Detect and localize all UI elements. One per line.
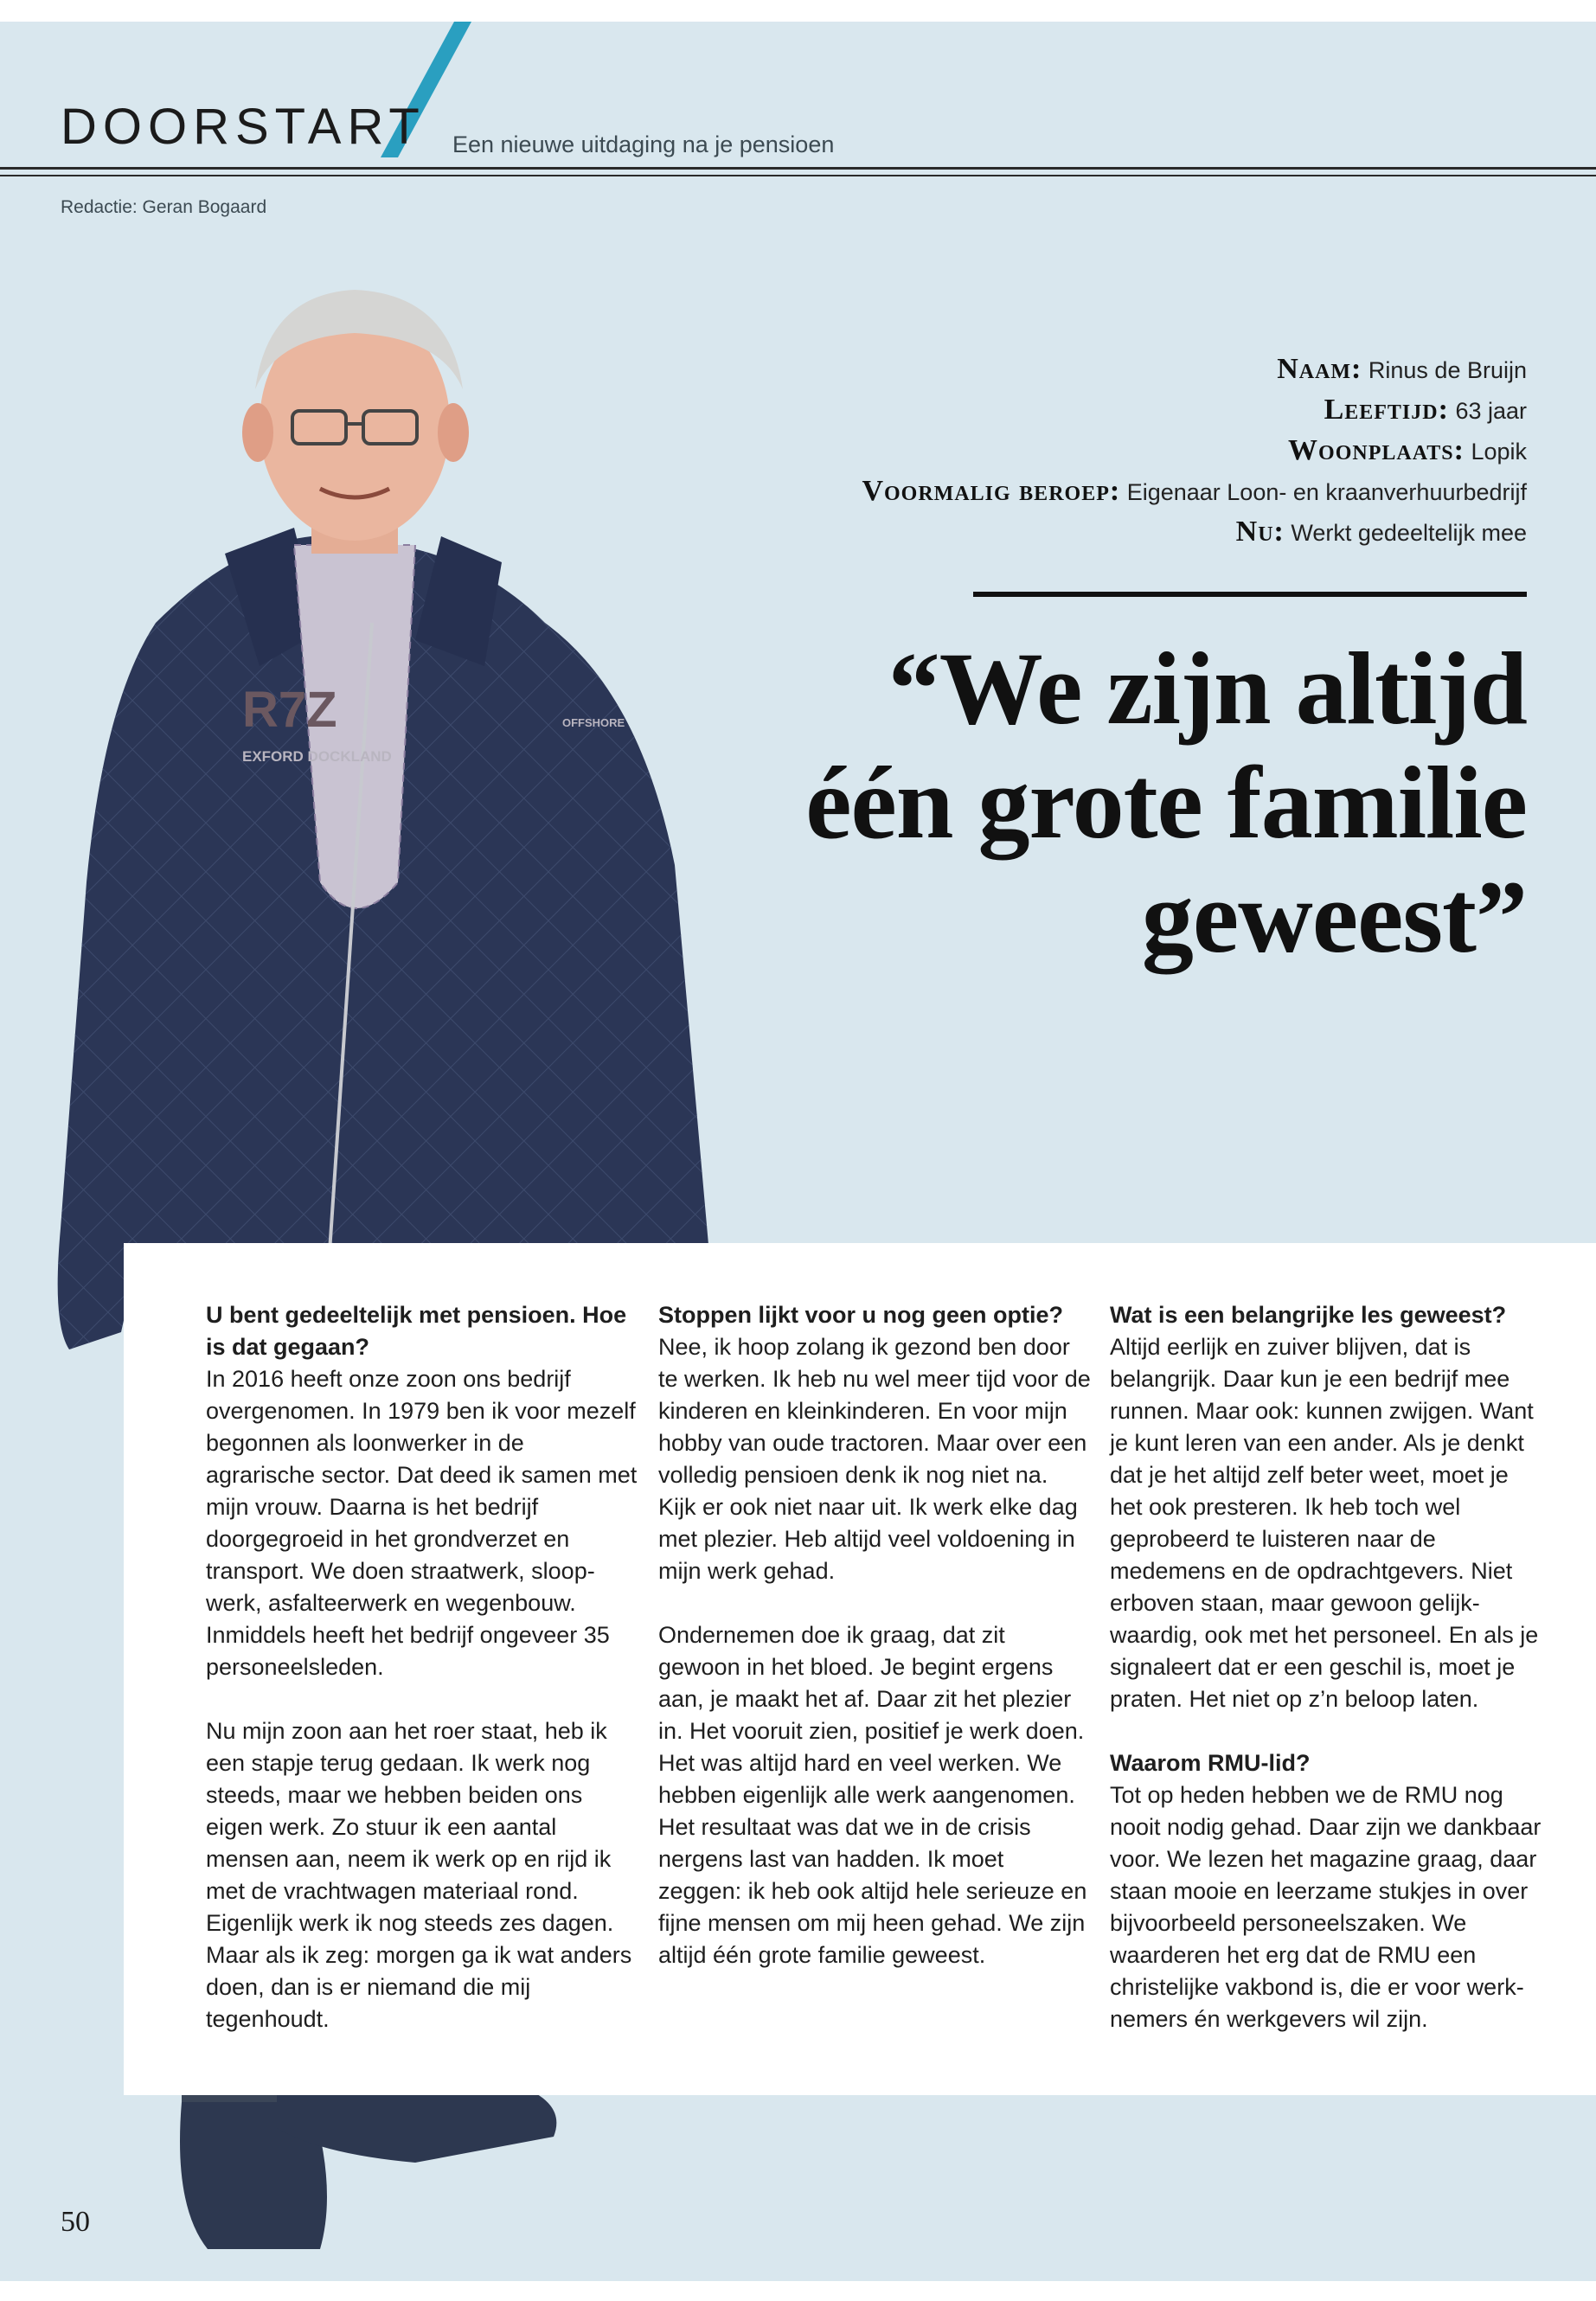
jacket-print-brand: EXFORD DOCKLAND [242,748,392,765]
profile-label: Nu: [1235,516,1285,548]
article-paragraph [1110,1747,1542,2035]
article-column-3 [1110,1299,1542,2067]
pull-quote-line: “We zijn altijd [888,631,1527,746]
profile-label: Woonplaats: [1288,434,1465,466]
article-paragraph: Nu mijn zoon aan het roer staat, heb ik een stapje terug gedaan. Ik werk nog steeds, maar we hebben beiden ons eigen werk. Zo stuur ik een aantal mensen aan, neem ik werk op en rijd ik met de vrachtwagen materiaal rond. Eigenlijk werk ik nog steeds zes dagen. Maar als ik zeg: morgen ga ik wat anders doen, dan is er niemand die mij tegenhoudt. [206,1718,632,2032]
profile-row-age [748,390,1527,431]
header-rule-thin [0,175,1596,176]
interview-question: Wat is een belangrijke les geweest? [1110,1302,1507,1328]
profile-row-name [748,349,1527,390]
article-paragraph [1110,1299,1542,1715]
profile-value: Werkt gedeeltelijk mee [1291,520,1527,546]
profile-box [748,349,1527,553]
page-number: 50 [61,2206,90,2238]
article-paragraph: Ondernemen doe ik graag, dat zit gewoon in het bloed. Je begint ergens aan, je maakt het af. Daar zit het plezier in. Het vooruit zien, positief je werk doen. Het was altijd hard en veel werken. We hebben eigenlijk alle werk aangenomen. Het resultaat was dat we in de crisis nergens last van hadden. Ik moet zeggen: ik heb ook altijd hele serieuze en fijne mensen om mij heen gehad. We zijn altijd één grote familie geweest. [658,1622,1087,1968]
header-rule [0,167,1596,170]
profile-label: Voormalig beroep: [862,475,1121,507]
pull-quote [662,631,1527,974]
interview-question: Stoppen lijkt voor u nog geen optie? [658,1302,1063,1328]
profile-value: Rinus de Bruijn [1368,357,1527,383]
profile-row-residence [748,431,1527,471]
jacket-print-logo: R7Z [242,682,337,738]
section-title: DOORSTART [61,99,426,155]
profile-label: Leeftijd: [1324,394,1449,426]
profile-value: Eigenaar Loon- en kraanverhuurbedrijf [1126,479,1527,505]
quote-rule [973,592,1527,597]
interview-question: Waarom RMU-lid? [1110,1750,1311,1776]
profile-label: Naam: [1277,353,1362,385]
interview-answer: Tot op heden hebben we de RMU nog nooit nodig gehad. Daar zijn we dankbaar voor. We lezen het magazine graag, daar staan mooie en leerzame stukjes in over bijvoorbeeld personeelszaken. We waarderen het erg dat de RMU een christelijke vakbond is, die er voor werknemers én werkgevers wil zijn. [1110,1782,1542,2032]
profile-row-now [748,512,1527,553]
article-column-2 [658,1299,1091,2003]
pull-quote-line: geweest” [1141,859,1527,974]
profile-row-former-job [748,471,1527,512]
interview-answer: In 2016 heeft onze zoon ons bedrijf overgenomen. In 1979 ben ik voor mezelf begonnen als loonwerker in de agrarische sector. Dat deed ik samen met mijn vrouw. Daarna is het bedrijf doorgegroeid in het grondverzet en transport. We doen straatwerk, sloopwerk, asfalteerwerk en wegenbouw. Inmiddels heeft het bedrijf ongeveer 35 personeelsleden. [206,1366,638,1680]
article-body [124,1243,1596,2095]
pull-quote-line: één grote familie [805,745,1527,860]
article-column-1 [206,1299,638,2067]
profile-value: Lopik [1471,439,1527,465]
article-paragraph [206,1299,638,1683]
jacket-print-offshore: OFFSHORE [562,716,625,729]
article-paragraph [658,1299,1091,1587]
profile-value: 63 jaar [1455,398,1527,424]
interview-answer: Altijd eerlijk en zuiver blijven, dat is belangrijk. Daar kun je een bedrijf mee runnen. Maar ook: kunnen zwijgen. Want je kunt leren van een ander. Als je denkt dat je het altijd zelf beter weet, moet je het ook presteren. Ik heb toch wel geprobeerd te luisteren naar de medemens en de opdrachtgevers. Niet erboven staan, maar gewoon gelijkwaardig, ook met het personeel. En als je signaleert dat er een geschil is, moet je praten. Het niet op z’n beloop laten. [1110,1334,1539,1712]
interview-question: U bent gedeeltelijk met pensioen. Hoe is dat gegaan? [206,1302,627,1360]
editor-credit: Redactie: Geran Bogaard [61,197,267,217]
section-tagline: Een nieuwe uitdaging na je pensioen [452,131,835,157]
interview-answer: Nee, ik hoop zolang ik gezond ben door te werken. Ik heb nu wel meer tijd voor de kinderen en kleinkinderen. En voor mijn hobby van oude tractoren. Maar over een volledig pensioen denk ik nog niet na. Kijk er ook niet naar uit. Ik werk elke dag met plezier. Heb altijd veel voldoening in mijn werk gehad. [658,1334,1091,1584]
